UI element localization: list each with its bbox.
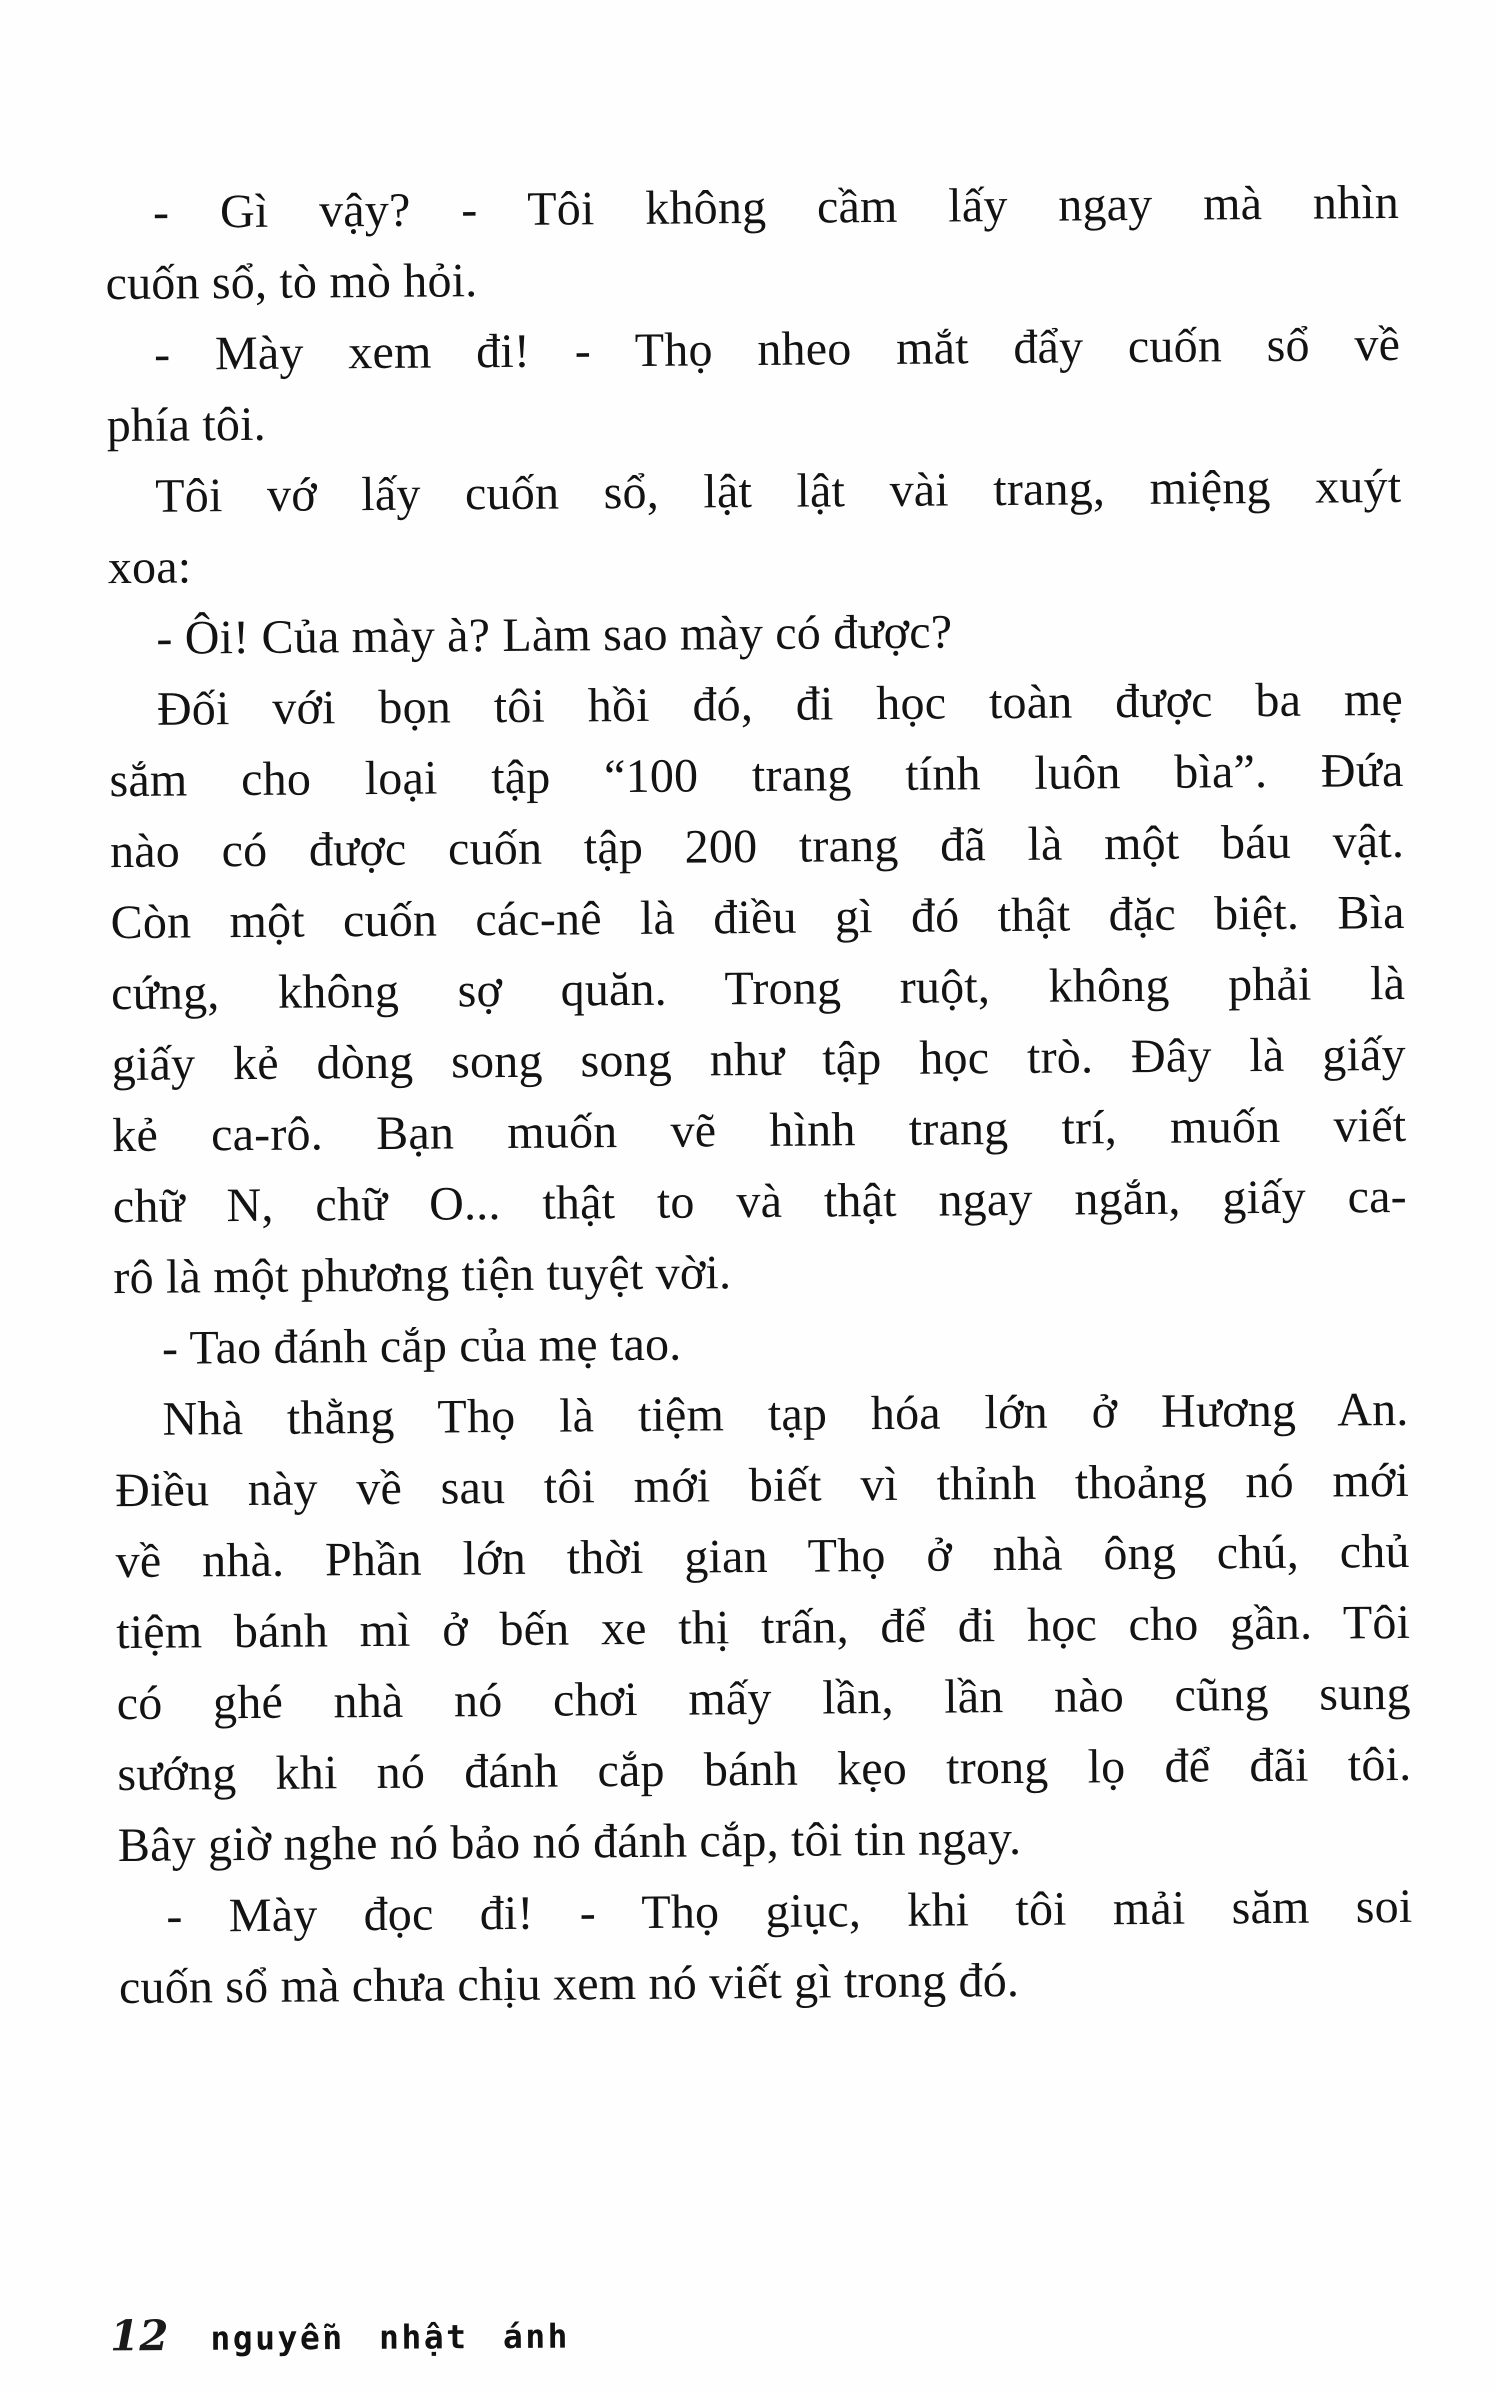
text-line: tiệm bánh mì ở bến xe thị trấn, để đi học cho gần. Tôi (115, 1595, 1411, 1660)
text-line: về nhà. Phần lớn thời gian Thọ ở nhà ông chú, chủ (115, 1524, 1410, 1589)
text-line: kẻ ca-rô. Bạn muốn vẽ hình trang trí, muốn viết (112, 1098, 1407, 1163)
text-line: - Ôi! Của mày à? Làm sao mày có được? (156, 605, 953, 665)
text-line: rô là một phương tiện tuyệt vời. (113, 1246, 732, 1305)
text-line: cuốn sổ mà chưa chịu xem nó viết gì trong đó. (118, 1953, 1020, 2015)
text-line: Điều này về sau tôi mới biết vì thỉnh thoảng nó mới (114, 1453, 1410, 1518)
text-line: Tôi vớ lấy cuốn sổ, lật lật vài trang, miệng xuýt (155, 459, 1402, 523)
text-line: cuốn sổ, tò mò hỏi. (105, 254, 478, 311)
text-block (105, 167, 1413, 2023)
text-line: - Mày xem đi! - Thọ nheo mắt đẩy cuốn sổ về (153, 317, 1401, 381)
text-line: sắm cho loại tập “100 trang tính luôn bìa”. Đứa (109, 743, 1404, 808)
text-line: Còn một cuốn các-nê là điều gì đó thật đặc biệt. Bìa (110, 885, 1405, 950)
text-line: phía tôi. (106, 397, 267, 453)
text-line: chữ N, chữ O... thật to và thật ngay ngắn, giấy ca- (112, 1169, 1408, 1234)
text-line: - Tao đánh cắp của mẹ tao. (161, 1317, 682, 1375)
text-line: giấy kẻ dòng song song như tập học trò. Đây là giấy (111, 1027, 1406, 1092)
text-line: Bây giờ nghe nó bảo nó đánh cắp, tôi tin ngay. (117, 1811, 1022, 1873)
text-line: Nhà thằng Thọ là tiệm tạp hóa lớn ở Hương An. (162, 1382, 1409, 1446)
text-line: - Gì vậy? - Tôi không cầm lấy ngay mà nhìn (152, 175, 1400, 239)
text-line: Đối với bọn tôi hồi đó, đi học toàn được ba mẹ (156, 672, 1404, 736)
text-line: cứng, không sợ quăn. Trong ruột, không phải là (110, 956, 1406, 1021)
page-number: 12 (109, 2311, 169, 2361)
page-footer (110, 2309, 570, 2361)
text-line: xoa: (107, 540, 192, 595)
text-line: nào có được cuốn tập 200 trang đã là một báu vật. (109, 814, 1405, 879)
author-name: nguyễn nhật ánh (210, 2316, 571, 2358)
text-line: - Mày đọc đi! - Thọ giục, khi tôi mải săm soi (166, 1879, 1413, 1943)
text-line: sướng khi nó đánh cắp bánh kẹo trong lọ để đãi tôi. (117, 1737, 1412, 1802)
text-line: có ghé nhà nó chơi mấy lần, lần nào cũng sung (116, 1666, 1411, 1731)
